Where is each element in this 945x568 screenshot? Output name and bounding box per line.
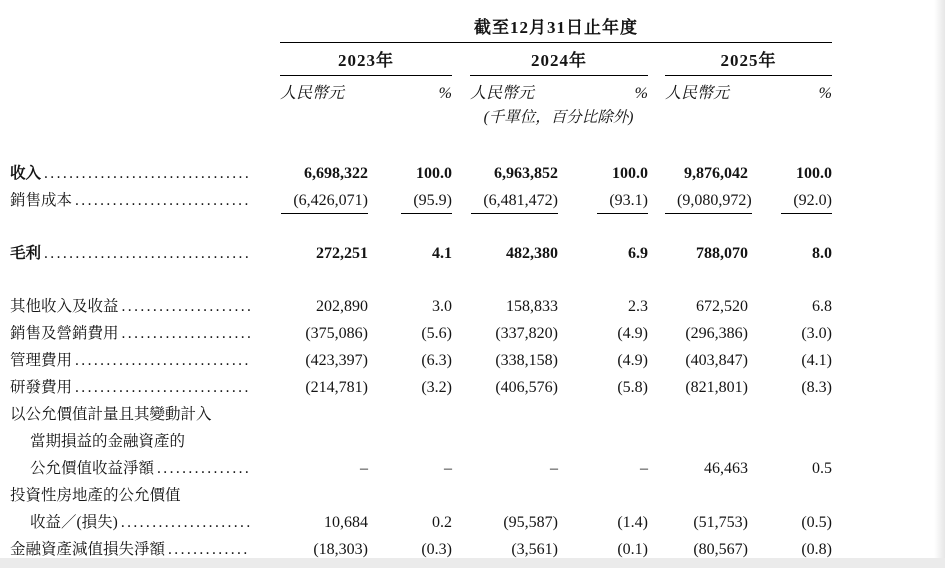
dot-leader: [119, 293, 250, 320]
header-body-gap: [10, 132, 832, 160]
cell-percent: (0.3): [421, 541, 452, 558]
row-label-line: [10, 374, 250, 401]
dot-leader: [72, 187, 250, 214]
cell-percent: 6.9: [628, 245, 648, 262]
cell-amount: 672,520: [696, 298, 748, 315]
cell-percent: (0.5): [801, 514, 832, 531]
currency-header: 人民幣元: [280, 85, 345, 102]
cell-amount: 6,963,852: [494, 165, 558, 182]
cell-amount: (51,753): [693, 514, 748, 531]
cell-percent: 4.1: [432, 245, 452, 262]
row-label: [10, 187, 250, 214]
row-label: [10, 374, 250, 401]
row-label-text: 管理費用: [10, 352, 73, 369]
row-label: [10, 320, 250, 347]
column-header-group-2023: [280, 76, 452, 106]
underlined-value: (6,481,472): [471, 190, 558, 214]
cell-percent: 100.0: [416, 165, 452, 182]
row-label-line: [10, 482, 250, 509]
cell-percent: –: [640, 460, 648, 477]
row-label-text: 研發費用: [10, 379, 73, 396]
row-label-line: [10, 160, 250, 187]
cell-percent: (4.1): [801, 352, 832, 369]
cell-amount: 202,890: [316, 298, 368, 315]
cell-amount: 272,251: [316, 245, 368, 262]
percent-header: %: [438, 85, 452, 102]
cell-percent: (3.0): [801, 325, 832, 342]
table-row: [10, 401, 832, 482]
underlined-value: (95.9): [401, 190, 452, 214]
dot-leader: [41, 240, 250, 267]
cell-percent: 100.0: [796, 165, 832, 182]
row-label-text: 金融資產減值損失淨額: [10, 541, 166, 558]
cell-amount: –: [550, 460, 558, 477]
row-label-text: 毛利: [10, 245, 42, 262]
cell-amount: (403,847): [685, 352, 748, 369]
row-label-line: [10, 240, 250, 267]
column-header-group-2024: [470, 76, 648, 106]
cell-percent: (0.1): [617, 541, 648, 558]
row-label-text: 收益／(損失): [30, 514, 118, 531]
cell-percent: 8.0: [812, 245, 832, 262]
row-label-line: [10, 320, 250, 347]
row-label-text: 投資性房地產的公允價值: [10, 487, 181, 504]
row-label-line: [10, 347, 250, 374]
cell-amount: [280, 187, 368, 214]
cell-percent: 6.8: [812, 298, 832, 315]
row-label: [10, 347, 250, 374]
row-label-text: 收入: [10, 165, 42, 182]
cell-amount: (821,801): [685, 379, 748, 396]
percent-header: %: [634, 85, 648, 102]
row-label-line: [10, 455, 250, 482]
table-row: [10, 240, 832, 267]
cell-percent: (4.9): [617, 352, 648, 369]
unit-note-row: [10, 106, 832, 132]
cell-amount: (95,587): [503, 514, 558, 531]
cell-amount: 788,070: [696, 245, 748, 262]
cell-percent: (5.8): [617, 379, 648, 396]
table-row: [10, 293, 832, 320]
cell-percent: [558, 187, 648, 214]
cell-percent: 3.0: [432, 298, 452, 315]
row-label-text: 其他收入及收益: [10, 298, 119, 315]
cell-amount: (338,158): [495, 352, 558, 369]
row-label: [10, 160, 250, 187]
cell-amount: –: [360, 460, 368, 477]
dot-leader: [154, 455, 250, 482]
cell-percent: (6.3): [421, 352, 452, 369]
cell-amount: [470, 187, 558, 214]
underlined-value: (92.0): [781, 190, 832, 214]
column-header-row: [10, 76, 832, 106]
row-label-line: [10, 401, 250, 428]
row-label-line: [10, 428, 250, 455]
dot-leader: [72, 374, 250, 401]
viewport-edge-right: [934, 0, 945, 568]
row-label-text: 以公允價值計量且其變動計入: [10, 406, 212, 423]
cell-amount: (337,820): [495, 325, 558, 342]
cell-percent: 0.2: [432, 514, 452, 531]
year-header-2024: 2024年: [470, 43, 648, 76]
viewport-edge-bottom: [0, 558, 945, 568]
cell-amount: (423,397): [305, 352, 368, 369]
row-label: [10, 240, 250, 267]
cell-percent: 2.3: [628, 298, 648, 315]
row-label-text: 公允價值收益淨額: [30, 460, 155, 477]
table-row: [10, 482, 832, 536]
table-row: [10, 160, 832, 187]
dot-leader: [118, 509, 250, 536]
year-header-row: [10, 43, 832, 76]
cell-percent: (8.3): [801, 379, 832, 396]
cell-amount: (214,781): [305, 379, 368, 396]
cell-percent: (4.9): [617, 325, 648, 342]
cell-amount: 9,876,042: [684, 165, 748, 182]
cell-amount: 46,463: [704, 460, 748, 477]
cell-percent: 0.5: [812, 460, 832, 477]
row-label-line: [10, 293, 250, 320]
cell-amount: 10,684: [324, 514, 368, 531]
cell-percent: –: [444, 460, 452, 477]
cell-amount: [665, 187, 752, 214]
table-row: [10, 187, 832, 214]
cell-percent: (3.2): [421, 379, 452, 396]
cell-amount: (3,561): [511, 541, 558, 558]
underlined-value: (93.1): [597, 190, 648, 214]
column-header-group-2025: [665, 76, 832, 106]
row-label: [10, 482, 250, 536]
cell-percent: [368, 187, 452, 214]
currency-header: 人民幣元: [665, 85, 730, 102]
cell-amount: (296,386): [685, 325, 748, 342]
row-label: [10, 401, 250, 482]
table-row: [10, 347, 832, 374]
table-body: [10, 160, 832, 563]
table-title-row: [10, 0, 832, 42]
income-statement-table: [10, 0, 832, 563]
currency-header: 人民幣元: [470, 85, 535, 102]
cell-percent: 100.0: [612, 165, 648, 182]
underlined-value: (6,426,071): [281, 190, 368, 214]
row-label-line: [10, 187, 250, 214]
cell-percent: (5.6): [421, 325, 452, 342]
cell-amount: (375,086): [305, 325, 368, 342]
year-header-2023: 2023年: [280, 43, 452, 76]
unit-note: (千單位，百分比除外): [483, 109, 634, 126]
cell-percent: [748, 187, 832, 214]
table-title: 截至12月31日止年度: [474, 18, 638, 37]
row-label-text: 銷售及營銷費用: [10, 325, 119, 342]
dot-leader: [119, 320, 250, 347]
table-row: [10, 320, 832, 347]
year-header-2025: 2025年: [665, 43, 832, 76]
row-label-text: 銷售成本: [10, 192, 73, 209]
percent-header: %: [818, 85, 832, 102]
cell-amount: (18,303): [313, 541, 368, 558]
cell-amount: (406,576): [495, 379, 558, 396]
row-label-text: 當期損益的金融資產的: [30, 433, 186, 450]
table-row: [10, 374, 832, 401]
cell-amount: 6,698,322: [304, 165, 368, 182]
cell-amount: (80,567): [693, 541, 748, 558]
underlined-value: (9,080,972): [665, 190, 752, 214]
cell-amount: 482,380: [506, 245, 558, 262]
dot-leader: [72, 347, 250, 374]
row-label: [10, 293, 250, 320]
dot-leader: [41, 160, 250, 187]
cell-percent: (1.4): [617, 514, 648, 531]
cell-percent: (0.8): [801, 541, 832, 558]
cell-amount: 158,833: [506, 298, 558, 315]
row-label-line: [10, 509, 250, 536]
